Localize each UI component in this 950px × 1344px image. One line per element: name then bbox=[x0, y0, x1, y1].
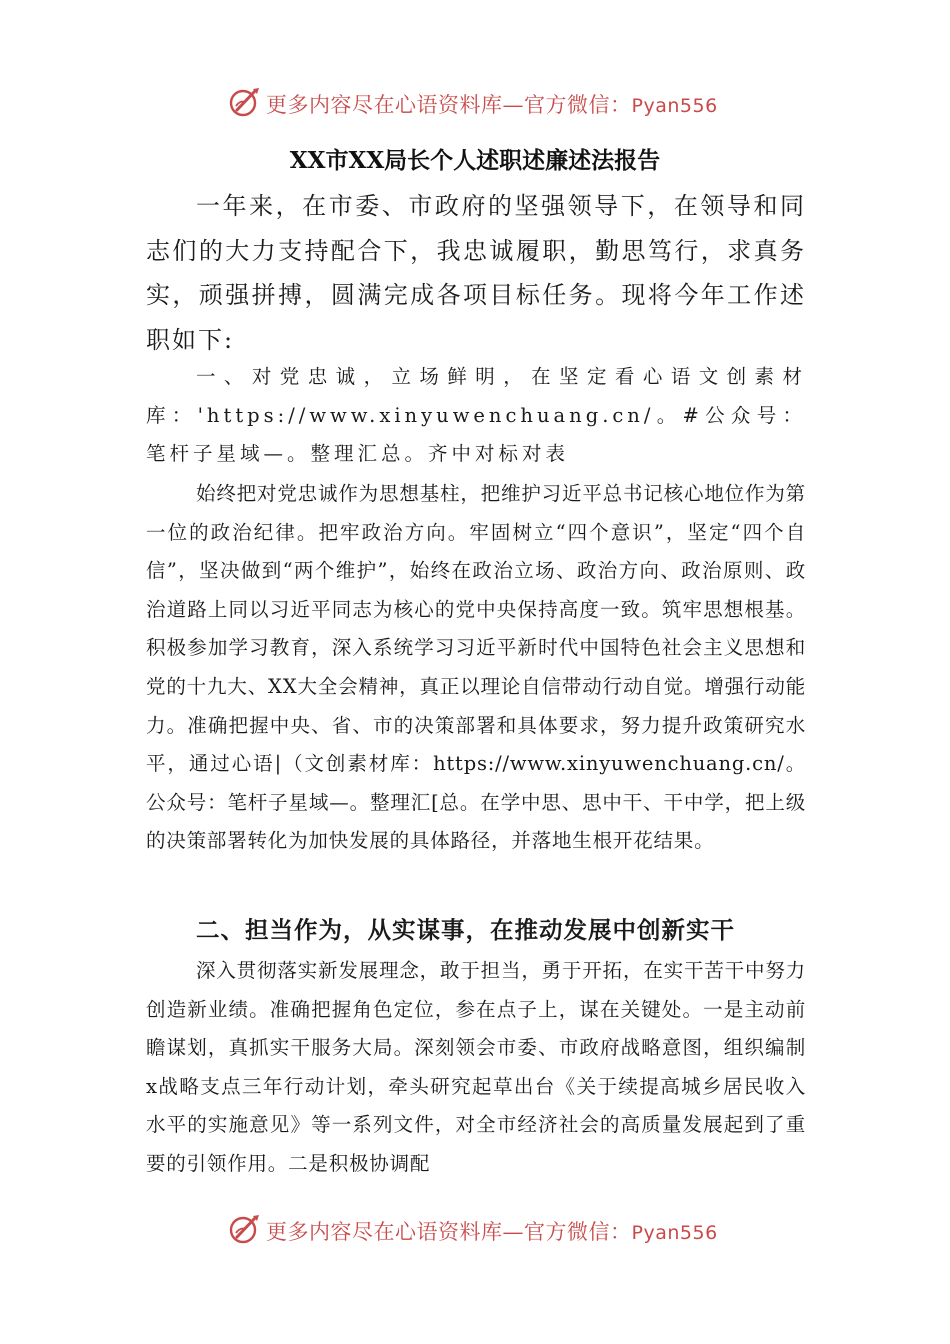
pen-logo-icon bbox=[228, 1213, 262, 1245]
header-banner-wechat-id: Pyan556 bbox=[631, 95, 718, 117]
section2-heading: 二、担当作为，从实谋事，在推动发展中创新实干 bbox=[196, 916, 735, 944]
section1-body: 始终把对党忠诚作为思想基柱，把维护习近平总书记核心地位作为第一位的政治纪律。把牢政治方向。牢固树立“四个意识”，坚定“四个自信”，坚决做到“两个维护”，始终在政治立场、政治方向、政治原则、政治道路上同以习近平同志为核心的党中央保持高度一致。筑牢思想根基。积极参加学习教育，深入系统学习习近平新时代中国特色社会主义思想和党的十九大、XX大全会精神，真正以理论自信带动行动自觉。增强行动能力。准确把握中央、省、市的决策部署和具体要求，努力提升政策研究水平，通过心语|（文创素材库：https://www.xinyuwenchuang.cn/。公众号：笔杆子星域—。整理汇[总。在学中思、思中干、干中学，把上级的决策部署转化为加快发展的具体路径，并落地生根开花结果。 bbox=[146, 482, 806, 853]
footer-banner-text bbox=[266, 1216, 718, 1246]
intro-paragraph: 一年来，在市委、市政府的坚强领导下，在领导和同志们的大力支持配合下，我忠诚履职，勤思笃行，求真务实，顽强拼搏，圆满完成各项目标任务。现将今年工作述职如下: bbox=[146, 192, 806, 354]
header-banner-cn: 更多内容尽在心语资料库—官方微信： bbox=[266, 93, 632, 117]
section1-heading: 一、对党忠诚，立场鲜明，在坚定看心语文创素材库：'https://www.xinyuwenchuang.cn/。#公众号：笔杆子星域—。整理汇总。齐中对标对表 bbox=[146, 365, 806, 466]
document-title: XX市XX局长个人述职述廉述法报告 bbox=[289, 147, 661, 174]
footer-banner-wechat-id: Pyan556 bbox=[631, 1222, 718, 1244]
header-banner-text bbox=[266, 89, 718, 119]
pen-logo-icon bbox=[228, 86, 262, 118]
footer-watermark-banner bbox=[0, 1209, 950, 1249]
footer-banner-cn: 更多内容尽在心语资料库—官方微信： bbox=[266, 1220, 632, 1244]
header-watermark-banner bbox=[0, 82, 950, 122]
section2-body: 深入贯彻落实新发展理念，敢于担当，勇于开拓，在实干苦干中努力创造新业绩。准确把握角色定位，参在点子上，谋在关键处。一是主动前瞻谋划，真抓实干服务大局。深刻领会市委、市政府战略意图，组织编制x战略支点三年行动计划，牵头研究起草出台《关于续提高城乡居民收入水平的实施意见》等一系列文件，对全市经济社会的高质量发展起到了重要的引领作用。二是积极协调配 bbox=[146, 959, 806, 1175]
